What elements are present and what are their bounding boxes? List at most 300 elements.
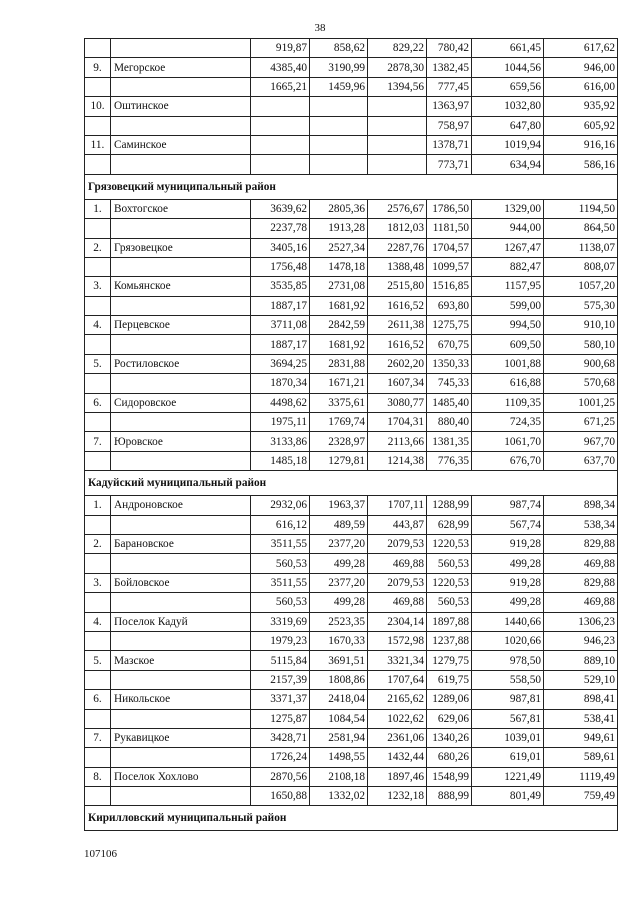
value-cell: 2831,88 <box>310 354 368 373</box>
page-number: 38 <box>314 22 326 34</box>
value-cell: 2361,06 <box>368 728 427 747</box>
settlement-name: Юровское <box>111 432 251 451</box>
footer-code: 107106 <box>84 848 117 860</box>
value-cell: 1769,74 <box>310 413 368 432</box>
value-cell: 1572,98 <box>368 631 427 650</box>
row-number <box>85 39 111 58</box>
table-row <box>85 612 618 631</box>
value-cell: 1681,92 <box>310 296 368 315</box>
value-cell: 619,75 <box>427 670 472 689</box>
value-cell: 2576,67 <box>368 199 427 218</box>
settlement-name <box>111 593 251 612</box>
settlement-name: Грязовецкое <box>111 238 251 257</box>
value-cell: 2523,35 <box>310 612 368 631</box>
value-cell: 935,92 <box>544 97 618 116</box>
value-cell: 529,10 <box>544 670 618 689</box>
settlement-name: Комьянское <box>111 277 251 296</box>
settlement-name: Барановское <box>111 534 251 553</box>
value-cell: 1616,52 <box>368 335 427 354</box>
table-row <box>85 432 618 451</box>
value-cell <box>368 155 427 174</box>
value-cell: 2237,78 <box>251 219 310 238</box>
value-cell <box>310 155 368 174</box>
value-cell: 580,10 <box>544 335 618 354</box>
value-cell: 560,53 <box>251 554 310 573</box>
value-cell: 629,06 <box>427 709 472 728</box>
value-cell: 910,10 <box>544 316 618 335</box>
value-cell <box>251 116 310 135</box>
settlement-name: Вохтогское <box>111 199 251 218</box>
value-cell: 5115,84 <box>251 651 310 670</box>
value-cell: 1061,70 <box>472 432 544 451</box>
value-cell: 919,28 <box>472 534 544 553</box>
value-cell: 864,50 <box>544 219 618 238</box>
row-number: 8. <box>85 767 111 786</box>
settlement-name: Ростиловское <box>111 354 251 373</box>
value-cell: 2870,56 <box>251 767 310 786</box>
value-cell: 469,88 <box>368 593 427 612</box>
value-cell: 1332,02 <box>310 787 368 806</box>
value-cell: 1001,88 <box>472 354 544 373</box>
value-cell: 3694,25 <box>251 354 310 373</box>
value-cell: 773,71 <box>427 155 472 174</box>
settlement-name <box>111 670 251 689</box>
table-row <box>85 39 618 58</box>
value-cell: 1726,24 <box>251 748 310 767</box>
settlement-name: Поселок Хохлово <box>111 767 251 786</box>
value-cell: 1870,34 <box>251 374 310 393</box>
value-cell: 1812,03 <box>368 219 427 238</box>
value-cell <box>310 135 368 154</box>
value-cell: 3375,61 <box>310 393 368 412</box>
value-cell: 2113,66 <box>368 432 427 451</box>
row-number <box>85 116 111 135</box>
value-cell: 1498,55 <box>310 748 368 767</box>
value-cell: 1221,49 <box>472 767 544 786</box>
value-cell: 1913,28 <box>310 219 368 238</box>
value-cell: 637,70 <box>544 451 618 470</box>
value-cell: 1650,88 <box>251 787 310 806</box>
value-cell: 3511,55 <box>251 573 310 592</box>
table-row <box>85 277 618 296</box>
value-cell: 1138,07 <box>544 238 618 257</box>
value-cell: 2304,14 <box>368 612 427 631</box>
value-cell: 1220,53 <box>427 573 472 592</box>
value-cell: 880,40 <box>427 413 472 432</box>
value-cell: 560,53 <box>427 554 472 573</box>
table-row <box>85 77 618 96</box>
value-cell: 469,88 <box>544 554 618 573</box>
table-row <box>85 135 618 154</box>
row-number: 2. <box>85 238 111 257</box>
value-cell: 1306,23 <box>544 612 618 631</box>
settlement-name <box>111 787 251 806</box>
value-cell: 1109,35 <box>472 393 544 412</box>
settlement-name <box>111 451 251 470</box>
value-cell <box>368 135 427 154</box>
value-cell: 1022,62 <box>368 709 427 728</box>
value-cell: 1381,35 <box>427 432 472 451</box>
value-cell: 1963,37 <box>310 496 368 515</box>
settlement-name <box>111 39 251 58</box>
value-cell: 1039,01 <box>472 728 544 747</box>
row-number: 6. <box>85 393 111 412</box>
value-cell: 776,35 <box>427 451 472 470</box>
row-number <box>85 219 111 238</box>
table-row <box>85 631 618 650</box>
row-number <box>85 155 111 174</box>
value-cell: 1044,56 <box>472 58 544 77</box>
row-number: 3. <box>85 277 111 296</box>
row-number <box>85 413 111 432</box>
value-cell: 2157,39 <box>251 670 310 689</box>
value-cell: 1181,50 <box>427 219 472 238</box>
value-cell: 987,74 <box>472 496 544 515</box>
value-cell: 499,28 <box>472 593 544 612</box>
value-cell: 1378,71 <box>427 135 472 154</box>
value-cell: 949,61 <box>544 728 618 747</box>
section-title: Грязовецкий муниципальный район <box>85 174 618 199</box>
settlement-name <box>111 155 251 174</box>
value-cell: 1616,52 <box>368 296 427 315</box>
table-row <box>85 413 618 432</box>
table-row <box>85 573 618 592</box>
row-number: 9. <box>85 58 111 77</box>
value-cell: 599,00 <box>472 296 544 315</box>
value-cell: 978,50 <box>472 651 544 670</box>
value-cell: 1099,57 <box>427 257 472 276</box>
value-cell: 1032,80 <box>472 97 544 116</box>
row-number: 5. <box>85 354 111 373</box>
value-cell: 946,23 <box>544 631 618 650</box>
row-number <box>85 593 111 612</box>
value-cell: 3639,62 <box>251 199 310 218</box>
settlement-name <box>111 296 251 315</box>
row-number: 10. <box>85 97 111 116</box>
table-row <box>85 393 618 412</box>
value-cell: 1289,06 <box>427 690 472 709</box>
settlement-name <box>111 631 251 650</box>
value-cell: 3371,37 <box>251 690 310 709</box>
table-row <box>85 554 618 573</box>
row-number: 7. <box>85 728 111 747</box>
value-cell: 575,30 <box>544 296 618 315</box>
settlement-name: Мазское <box>111 651 251 670</box>
row-number: 4. <box>85 316 111 335</box>
value-cell: 1237,88 <box>427 631 472 650</box>
value-cell <box>310 116 368 135</box>
value-cell: 560,53 <box>427 593 472 612</box>
settlement-name <box>111 219 251 238</box>
value-cell: 3319,69 <box>251 612 310 631</box>
value-cell: 1671,21 <box>310 374 368 393</box>
value-cell: 634,94 <box>472 155 544 174</box>
value-cell: 780,42 <box>427 39 472 58</box>
table-row <box>85 155 618 174</box>
settlement-name: Оштинское <box>111 97 251 116</box>
value-cell: 919,87 <box>251 39 310 58</box>
value-cell <box>251 155 310 174</box>
value-cell: 567,74 <box>472 515 544 534</box>
value-cell: 1786,50 <box>427 199 472 218</box>
table-row <box>85 787 618 806</box>
settlement-name <box>111 335 251 354</box>
value-cell: 4385,40 <box>251 58 310 77</box>
row-number <box>85 787 111 806</box>
settlement-name <box>111 413 251 432</box>
row-number: 11. <box>85 135 111 154</box>
table-row <box>85 116 618 135</box>
value-cell: 1388,48 <box>368 257 427 276</box>
value-cell: 3190,99 <box>310 58 368 77</box>
row-number: 2. <box>85 534 111 553</box>
settlement-name <box>111 116 251 135</box>
value-cell: 560,53 <box>251 593 310 612</box>
value-cell: 499,28 <box>310 554 368 573</box>
row-number <box>85 709 111 728</box>
settlement-name: Никольское <box>111 690 251 709</box>
row-number: 1. <box>85 496 111 515</box>
value-cell: 1340,26 <box>427 728 472 747</box>
value-cell: 3691,51 <box>310 651 368 670</box>
row-number: 3. <box>85 573 111 592</box>
value-cell: 829,88 <box>544 534 618 553</box>
value-cell: 670,75 <box>427 335 472 354</box>
row-number <box>85 670 111 689</box>
table-row <box>85 451 618 470</box>
table-row <box>85 534 618 553</box>
value-cell: 661,45 <box>472 39 544 58</box>
value-cell: 693,80 <box>427 296 472 315</box>
table-body <box>85 39 618 831</box>
value-cell: 1119,49 <box>544 767 618 786</box>
table-row <box>85 199 618 218</box>
table-row <box>85 374 618 393</box>
value-cell: 617,62 <box>544 39 618 58</box>
value-cell: 2165,62 <box>368 690 427 709</box>
value-cell: 1363,97 <box>427 97 472 116</box>
value-cell: 3711,08 <box>251 316 310 335</box>
value-cell: 1288,99 <box>427 496 472 515</box>
value-cell: 659,56 <box>472 77 544 96</box>
value-cell: 888,99 <box>427 787 472 806</box>
row-number <box>85 451 111 470</box>
value-cell: 3080,77 <box>368 393 427 412</box>
value-cell: 1214,38 <box>368 451 427 470</box>
value-cell: 1432,44 <box>368 748 427 767</box>
row-number <box>85 257 111 276</box>
settlement-name: Поселок Кадуй <box>111 612 251 631</box>
value-cell: 987,81 <box>472 690 544 709</box>
value-cell: 586,16 <box>544 155 618 174</box>
value-cell: 916,16 <box>544 135 618 154</box>
value-cell: 616,88 <box>472 374 544 393</box>
value-cell: 1516,85 <box>427 277 472 296</box>
value-cell: 1704,31 <box>368 413 427 432</box>
value-cell: 2328,97 <box>310 432 368 451</box>
settlement-name: Саминское <box>111 135 251 154</box>
value-cell: 2079,53 <box>368 573 427 592</box>
value-cell: 1485,40 <box>427 393 472 412</box>
value-cell: 1001,25 <box>544 393 618 412</box>
value-cell: 777,45 <box>427 77 472 96</box>
value-cell: 2878,30 <box>368 58 427 77</box>
settlement-name <box>111 709 251 728</box>
value-cell: 898,34 <box>544 496 618 515</box>
value-cell: 2527,34 <box>310 238 368 257</box>
row-number: 1. <box>85 199 111 218</box>
value-cell: 3321,34 <box>368 651 427 670</box>
value-cell: 745,33 <box>427 374 472 393</box>
value-cell: 2932,06 <box>251 496 310 515</box>
value-cell: 858,62 <box>310 39 368 58</box>
value-cell: 2805,36 <box>310 199 368 218</box>
value-cell: 3428,71 <box>251 728 310 747</box>
table-row <box>85 728 618 747</box>
value-cell: 829,88 <box>544 573 618 592</box>
section-header-row <box>85 471 618 496</box>
value-cell: 1057,20 <box>544 277 618 296</box>
value-cell: 1394,56 <box>368 77 427 96</box>
row-number: 4. <box>85 612 111 631</box>
value-cell: 2079,53 <box>368 534 427 553</box>
value-cell: 1607,34 <box>368 374 427 393</box>
value-cell: 1707,11 <box>368 496 427 515</box>
value-cell: 967,70 <box>544 432 618 451</box>
value-cell: 1232,18 <box>368 787 427 806</box>
value-cell: 1897,88 <box>427 612 472 631</box>
row-number <box>85 554 111 573</box>
settlement-name <box>111 374 251 393</box>
value-cell: 680,26 <box>427 748 472 767</box>
value-cell: 829,22 <box>368 39 427 58</box>
section-header-row <box>85 806 618 831</box>
value-cell: 2842,59 <box>310 316 368 335</box>
value-cell: 1350,33 <box>427 354 472 373</box>
value-cell: 1194,50 <box>544 199 618 218</box>
row-number <box>85 77 111 96</box>
row-number <box>85 748 111 767</box>
value-cell: 2418,04 <box>310 690 368 709</box>
table-row <box>85 651 618 670</box>
table-row <box>85 58 618 77</box>
value-cell: 946,00 <box>544 58 618 77</box>
value-cell: 589,61 <box>544 748 618 767</box>
table-row <box>85 767 618 786</box>
value-cell: 1275,87 <box>251 709 310 728</box>
table-row <box>85 335 618 354</box>
value-cell: 2377,20 <box>310 534 368 553</box>
value-cell: 628,99 <box>427 515 472 534</box>
value-cell: 1979,23 <box>251 631 310 650</box>
value-cell: 2731,08 <box>310 277 368 296</box>
value-cell: 567,81 <box>472 709 544 728</box>
table-row <box>85 496 618 515</box>
value-cell: 1887,17 <box>251 296 310 315</box>
value-cell: 3535,85 <box>251 277 310 296</box>
value-cell: 647,80 <box>472 116 544 135</box>
table-row <box>85 670 618 689</box>
value-cell: 1084,54 <box>310 709 368 728</box>
value-cell: 1707,64 <box>368 670 427 689</box>
table-row <box>85 515 618 534</box>
value-cell: 2377,20 <box>310 573 368 592</box>
table-row <box>85 257 618 276</box>
table-row <box>85 316 618 335</box>
value-cell: 758,97 <box>427 116 472 135</box>
value-cell: 538,41 <box>544 709 618 728</box>
settlement-name <box>111 77 251 96</box>
value-cell: 1440,66 <box>472 612 544 631</box>
value-cell: 1485,18 <box>251 451 310 470</box>
value-cell: 1459,96 <box>310 77 368 96</box>
value-cell: 616,00 <box>544 77 618 96</box>
value-cell: 801,49 <box>472 787 544 806</box>
value-cell: 1808,86 <box>310 670 368 689</box>
settlement-name: Бойловское <box>111 573 251 592</box>
value-cell: 2287,76 <box>368 238 427 257</box>
value-cell: 2611,38 <box>368 316 427 335</box>
value-cell: 3511,55 <box>251 534 310 553</box>
value-cell <box>368 116 427 135</box>
row-number: 7. <box>85 432 111 451</box>
value-cell <box>368 97 427 116</box>
value-cell: 1548,99 <box>427 767 472 786</box>
value-cell: 605,92 <box>544 116 618 135</box>
value-cell: 619,01 <box>472 748 544 767</box>
table-row <box>85 238 618 257</box>
value-cell: 469,88 <box>368 554 427 573</box>
row-number <box>85 374 111 393</box>
table-row <box>85 709 618 728</box>
table-row <box>85 748 618 767</box>
row-number <box>85 515 111 534</box>
value-cell: 499,28 <box>310 593 368 612</box>
value-cell: 469,88 <box>544 593 618 612</box>
value-cell: 538,34 <box>544 515 618 534</box>
value-cell: 1681,92 <box>310 335 368 354</box>
value-cell: 489,59 <box>310 515 368 534</box>
value-cell: 1220,53 <box>427 534 472 553</box>
value-cell: 2108,18 <box>310 767 368 786</box>
value-cell: 994,50 <box>472 316 544 335</box>
table-row <box>85 296 618 315</box>
value-cell: 724,35 <box>472 413 544 432</box>
value-cell: 3405,16 <box>251 238 310 257</box>
section-header-row <box>85 174 618 199</box>
value-cell: 499,28 <box>472 554 544 573</box>
value-cell: 1897,46 <box>368 767 427 786</box>
value-cell: 1329,00 <box>472 199 544 218</box>
value-cell: 1478,18 <box>310 257 368 276</box>
value-cell: 1382,45 <box>427 58 472 77</box>
value-cell: 1157,95 <box>472 277 544 296</box>
table-row <box>85 593 618 612</box>
table-row <box>85 97 618 116</box>
value-cell: 1020,66 <box>472 631 544 650</box>
table-row <box>85 219 618 238</box>
value-cell: 808,07 <box>544 257 618 276</box>
value-cell: 1267,47 <box>472 238 544 257</box>
value-cell: 2515,80 <box>368 277 427 296</box>
settlement-name: Андроновское <box>111 496 251 515</box>
value-cell <box>251 135 310 154</box>
value-cell: 919,28 <box>472 573 544 592</box>
settlement-name <box>111 554 251 573</box>
value-cell: 2581,94 <box>310 728 368 747</box>
value-cell: 900,68 <box>544 354 618 373</box>
row-number <box>85 296 111 315</box>
